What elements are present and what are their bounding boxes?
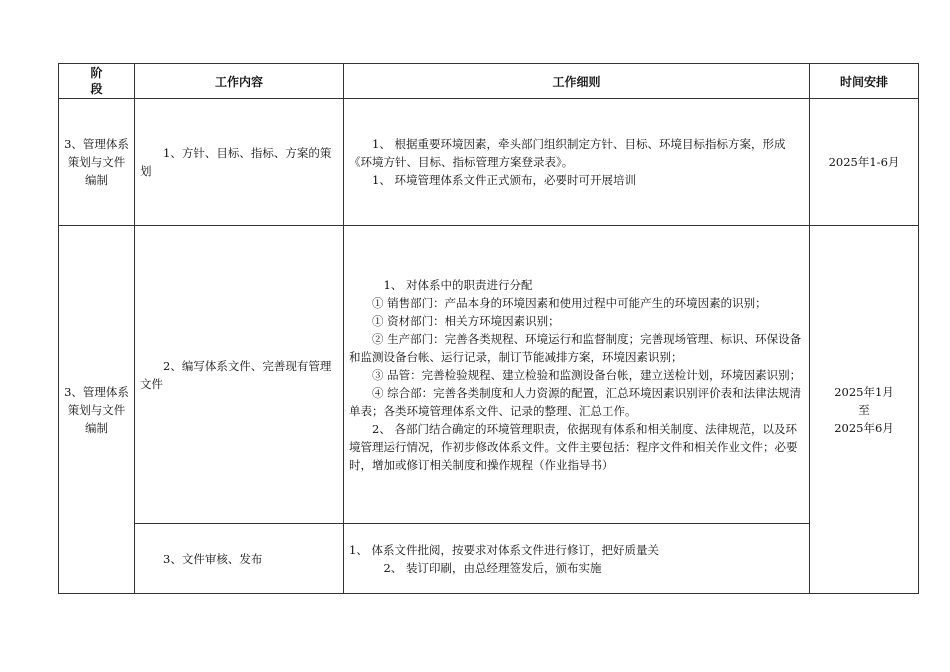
detail-line: 1、 对体系中的职责进行分配: [383, 277, 533, 292]
time-line: 2025年6月: [834, 420, 894, 435]
detail-line: ② 生产部门：完善各类规程、环境运行和监督制度；完善现场管理、标识、环保设备和监测设备台帐、运行记录，制订节能减排方案，环境因素识别；: [349, 331, 802, 364]
detail-paragraph: 1、 体系文件批阅，按要求对体系文件进行修订，把好质量关: [349, 542, 659, 557]
detail-line: ④ 综合部：完善各类制度和人力资源的配置，汇总环境因素识别评价表和法律法规清单表；各类环境管理体系文件、记录的整理、汇总工作。: [349, 385, 802, 418]
table-row: [59, 524, 919, 594]
work-plan-table: [58, 63, 919, 594]
detail-cell: [344, 226, 810, 524]
detail-cell: [344, 524, 810, 594]
detail-paragraph: 1、 环境管理体系文件正式颁布，必要时可开展培训: [372, 173, 636, 187]
table-row: [59, 226, 919, 524]
header-stage-line2: 段: [90, 82, 103, 96]
header-stage-line1: 阶: [90, 66, 103, 80]
header-detail: 工作细则: [344, 64, 810, 99]
time-line: 2025年1月: [834, 384, 894, 399]
header-stage: [59, 64, 135, 99]
detail-line: ① 销售部门：产品本身的环境因素和使用过程中可能产生的环境因素的识别；: [372, 295, 767, 310]
detail-paragraph: 2、 装订印刷，由总经理签发后，颁布实施: [383, 560, 602, 575]
time-cell: [810, 226, 919, 594]
time-cell: 2025年1-6月: [810, 99, 919, 226]
time-line: 至: [858, 402, 870, 417]
content-cell: 3、文件审核、发布: [135, 524, 344, 594]
detail-line: ③ 品管：完善检验规程、建立检验和监测设备台帐，建立送检计划，环境因素识别；: [372, 367, 802, 382]
stage-cell: 3、管理体系策划与文件编制: [59, 99, 135, 226]
stage-cell: 3、管理体系策划与文件编制: [59, 226, 135, 594]
header-row: [59, 64, 919, 99]
header-content: 工作内容: [135, 64, 344, 99]
detail-cell: [344, 99, 810, 226]
detail-paragraph: 1、 根据重要环境因素，牵头部门组织制定方针、目标、环境目标指标方案，形成《环境方针、目标、指标管理方案登录表》。: [349, 137, 786, 169]
table-row: [59, 99, 919, 226]
content-cell: 1、方针、目标、指标、方案的策划: [135, 99, 344, 226]
detail-line: 2、 各部门结合确定的环境管理职责，依据现有体系和相关制度、法律规范，以及环境管理运行情况，作初步修改体系文件。文件主要包括：程序文件和相关作业文件；必要时，增加或修订相关制度和操作规程（作业指导书）: [349, 421, 798, 472]
content-cell: 2、编写体系文件、完善现有管理文件: [135, 226, 344, 524]
header-time: 时间安排: [810, 64, 919, 99]
detail-line: ① 资材部门：相关方环境因素识别；: [372, 313, 560, 328]
